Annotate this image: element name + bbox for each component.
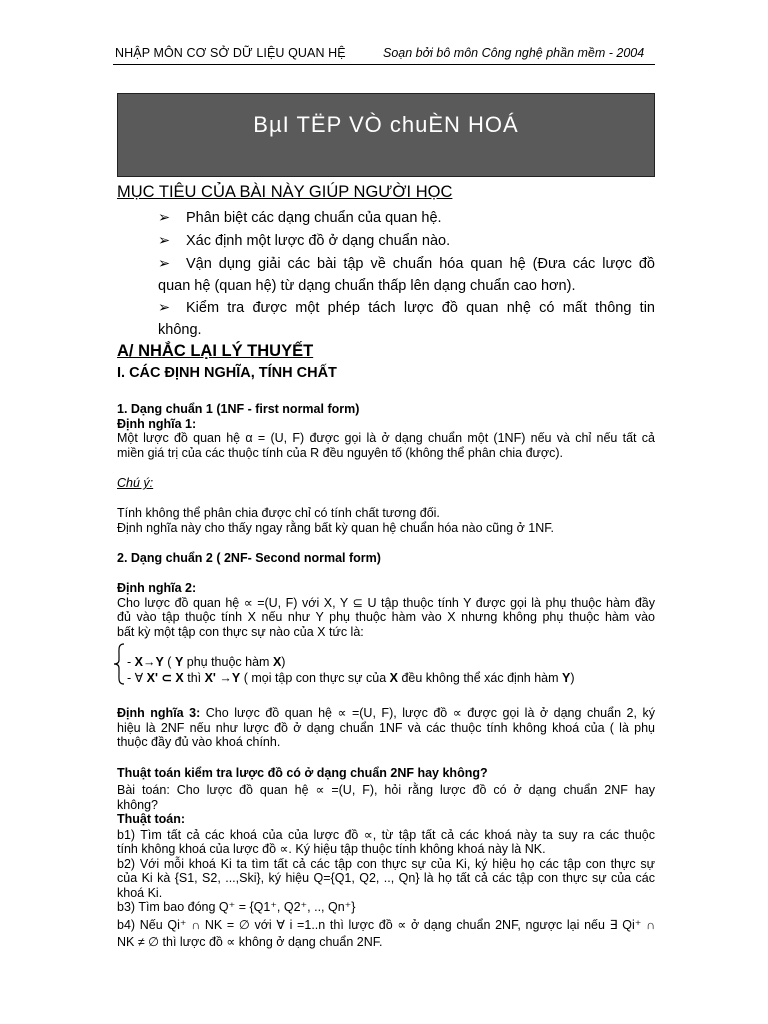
algo-step-b1-cont: tính không khoá của lược đồ ∝. Ký hiệu tập thuộc tính không khoá này là NK. <box>117 842 546 856</box>
nf2-def3-block <box>117 706 655 750</box>
nf1-note <box>117 506 554 535</box>
nf1-heading: 1. Dạng chuẩn 1 (1NF - first normal form) <box>117 402 360 416</box>
nf2-def3-text: Cho lược đồ quan hệ ∝ =(U, F), lược đồ ∝ được gọi là ở dạng chuẩn 2, ký <box>200 706 655 720</box>
nf2-def2-line: bất kỳ một tập con thực sự nào của X tức là: <box>117 624 364 639</box>
algo-heading: Thuật toán kiểm tra lược đồ có ở dạng chuẩn 2NF hay không? <box>117 766 488 780</box>
cond-formula: X' →Y <box>204 671 241 685</box>
nf2-def3-line: thuộc đầy đủ vào khoá chính. <box>117 735 281 749</box>
cond-var: Y <box>174 655 184 669</box>
nf1-note-line: Định nghĩa này cho thấy ngay rằng bất kỳ quan hệ chuẩn hóa nào cũng ở 1NF. <box>117 520 554 535</box>
objective-text-cont: quan hệ (quan hệ) từ dạng chuẩn thấp lên dạng chuẩn cao hơn). <box>158 278 576 294</box>
header-divider <box>113 64 655 65</box>
nf2-condition-2 <box>127 671 575 686</box>
section-a-heading: A/ NHẮC LẠI LÝ THUYẾT <box>117 342 314 360</box>
cond-text: - <box>127 655 135 669</box>
nf2-def3-line: hiệu là 2NF nếu như lược đồ ở dạng chuẩn 1NF và các thuộc tính không khoá của ( là phụ <box>117 720 655 735</box>
objective-text: Phân biệt các dạng chuẩn của quan hệ. <box>186 210 442 226</box>
algo-step-b2: b2) Với mỗi khoá Ki ta tìm tất cả các tập con thực sự của Ki, ký hiệu họ các tập con thực sự <box>117 856 655 871</box>
section-i-heading: I. CÁC ĐỊNH NGHĨA, TÍNH CHẤT <box>117 365 337 381</box>
cond-text: ( <box>163 655 175 669</box>
algo-step-b2-cont: khoá Ki. <box>117 885 163 900</box>
algo-step-b3: b3) Tìm bao đóng Q⁺ = {Q1⁺, Q2⁺, .., Qn⁺} <box>117 900 356 914</box>
arrow-bullet-icon: ➢ <box>158 210 171 226</box>
algo-problem-line: không? <box>117 797 159 812</box>
cond-var: X <box>389 671 398 685</box>
objectives-heading: MỤC TIÊU CỦA BÀI NÀY GIÚP NGƯỜI HỌC <box>117 183 453 201</box>
cond-var: Y <box>562 671 571 685</box>
algo-step-b4: b4) Nếu Qi⁺ ∩ NK = ∅ với ∀ i =1..n thì lược đồ ∝ ở dạng chuẩn 2NF, ngược lại nếu ∃ Qi⁺ ∩ <box>117 917 655 932</box>
cond-text: ) <box>570 671 575 685</box>
cond-text: phụ thuộc hàm <box>183 655 273 669</box>
objective-item-4 <box>158 297 655 341</box>
cond-text: thì <box>183 671 205 685</box>
cond-formula: X→Y <box>134 655 164 669</box>
nf2-def3-label: Định nghĩa 3: <box>117 706 201 720</box>
nf2-condition-1 <box>127 655 285 670</box>
arrow-bullet-icon: ➢ <box>158 256 171 272</box>
nf2-def2-block <box>117 581 655 639</box>
nf1-block <box>117 402 655 460</box>
cond-formula: X' ⊂ X <box>146 671 184 685</box>
objective-text-cont: không. <box>158 322 202 338</box>
header-course-title: NHẬP MÔN CƠ SỞ DỮ LIỆU QUAN HỆ <box>115 46 346 60</box>
cond-text: ( mọi tập con thực sự của <box>240 671 390 685</box>
nf2-def2-line: Cho lược đồ quan hệ ∝ =(U, F) với X, Y ⊆ U tập thuộc tính Y được gọi là phụ thuộc hàm đầy <box>117 595 655 610</box>
objective-text: Vận dụng giải các bài tập về chuẩn hóa quan hệ (Đưa các lược đồ <box>186 256 655 272</box>
algo-block <box>117 783 655 950</box>
nf1-def-label: Định nghĩa 1: <box>117 416 197 431</box>
nf1-def-line: miền giá trị của các thuộc tính của R đều nguyên tố (không thể phân chia được). <box>117 445 563 460</box>
algo-label: Thuật toán: <box>117 812 186 826</box>
objective-item-2 <box>158 230 450 252</box>
algo-problem-line: Bài toán: Cho lược đồ quan hệ ∝ =(U, F), hỏi rằng lược đồ có ở dạng chuẩn 2NF hay <box>117 783 655 797</box>
cond-text: ) <box>281 655 286 669</box>
cond-text: đều không thể xác định hàm <box>398 671 563 685</box>
objective-text: Kiểm tra được một phép tách lược đồ quan nhệ có mất thông tin <box>186 300 655 316</box>
objective-item-1 <box>158 207 442 229</box>
cond-var: X <box>272 655 282 669</box>
nf1-note-line: Tính không thể phân chia được chỉ có tính chất tương đối. <box>117 506 440 520</box>
header-author: Soạn bởi bô môn Công nghệ phần mềm - 2004 <box>383 46 645 60</box>
algo-step-b1: b1) Tìm tất cả các khoá của của lược đồ ∝, từ tập tất cả các khoá này ta suy ra các thuộc <box>117 827 655 842</box>
nf2-def2-line: đủ vào tập thuộc tính X nếu như Y phụ thuộc hàm vào X nhưng không phụ thuộc hàm vào <box>117 610 655 624</box>
nf2-def2-label: Định nghĩa 2: <box>117 581 197 595</box>
page-title: BµI TËP VÒ chuÈN HOÁ <box>253 112 519 137</box>
objective-text: Xác định một lược đồ ở dạng chuẩn nào. <box>186 233 451 249</box>
algo-step-b2-cont: của Ki kà {S1, S2, ...,Ski}, ký hiệu Q={Q1, Q2, .., Qn} là họ tất cả các tập con thực sự của các <box>117 871 655 885</box>
algo-step-b4-cont: NK ≠ ∅ thì lược đồ ∝ không ở dạng chuẩn 2NF. <box>117 935 383 949</box>
left-brace-icon <box>112 643 126 685</box>
nf2-heading: 2. Dạng chuẩn 2 ( 2NF- Second normal form) <box>117 551 381 565</box>
arrow-bullet-icon: ➢ <box>158 300 171 316</box>
nf1-note-label: Chú ý: <box>117 476 154 490</box>
nf1-def-line: Một lược đồ quan hệ α = (U, F) được gọi là ở dạng chuẩn một (1NF) nếu và chỉ nếu tất cả <box>117 431 655 445</box>
cond-text: - ∀ <box>127 671 147 685</box>
objective-item-3 <box>158 253 655 297</box>
arrow-bullet-icon: ➢ <box>158 233 171 249</box>
